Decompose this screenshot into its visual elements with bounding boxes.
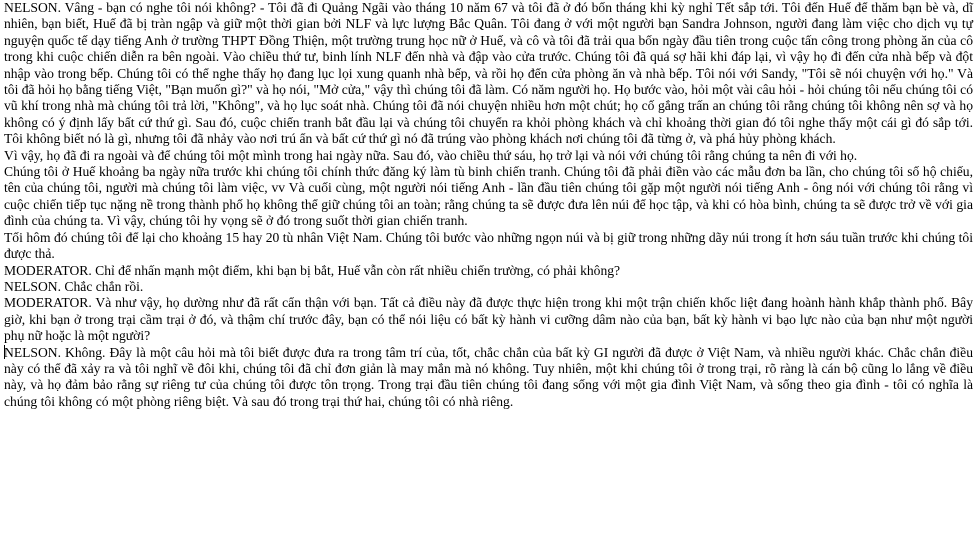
paragraph-nelson-6[interactable] xyxy=(4,345,973,411)
paragraph-nelson-3: Chúng tôi ở Huế khoảng ba ngày nữa trước khi chúng tôi chính thức đăng ký làm tù binh chiến tranh. Chúng tôi đã phải điền vào các mẫu đơn ba lần, cho chúng tôi số hộ chiếu, tên của chúng tôi, người mà chúng tôi làm việc, vv Và cuối cùng, một người nói tiếng Anh - lần đầu tiên chúng tôi gặp một người nói tiếng Anh - ông nói với chúng tôi rằng vì cuộc chiến tiếp tục nặng nề trong thành phố họ không thể giữ chúng tôi an toàn; rằng chúng ta sẽ được đưa lên núi để học tập, và khi có hòa bình, chúng ta sẽ được trở về với gia đình của chúng ta. Vì vậy, chúng tôi hy vọng sẽ ở đó trong suốt thời gian chiến tranh. xyxy=(4,164,973,229)
paragraph-nelson-5: NELSON. Chắc chắn rồi. xyxy=(4,278,144,294)
paragraph-moderator-1: MODERATOR. Chỉ để nhấn mạnh một điểm, khi bạn bị bắt, Huế vẫn còn rất nhiều chiến trường, có phải không? xyxy=(4,262,621,278)
document-body xyxy=(4,0,973,410)
paragraph-nelson-6-text: NELSON. Không. Đây là một câu hỏi mà tôi biết được đưa ra trong tâm trí của, tốt, chắc chắn của bất kỳ GI người đã được ở Việt Nam, và nhiều người khác. Chắc chắn điều này có thể đã xảy ra và tôi nghĩ về đôi khi, chúng tôi đã chỉ đơn giản là may mắn mà nó không. Tuy nhiên, một khi chúng tôi ở trong trại, rõ ràng là cán bộ cũng lo lắng về điều này, và họ đảm bảo rằng sự riêng tư của chúng tôi được tôn trọng. Trong trại đầu tiên chúng tôi đang sống với một gia đình Việt Nam, và sống theo gia đình - tôi có nghĩa là chúng tôi không có một phòng riêng biệt. Và sau đó trong trại thứ hai, chúng tôi có nhà riêng. xyxy=(4,344,973,409)
paragraph-nelson-2: Vì vậy, họ đã đi ra ngoài và để chúng tôi một mình trong hai ngày nữa. Sau đó, vào chiều thứ sáu, họ trở lại và nói với chúng tôi rằng chúng ta nên đi với họ. xyxy=(4,147,858,163)
paragraph-nelson-4: Tối hôm đó chúng tôi để lại cho khoảng 15 hay 20 tù nhân Việt Nam. Chúng tôi bước vào những ngọn núi và bị giữ trong những dãy núi trong ít hơn sáu tuần trước khi chúng tôi được thả. xyxy=(4,229,973,262)
paragraph-moderator-2: MODERATOR. Và như vậy, họ dường như đã rất cẩn thận với bạn. Tất cả điều này đã được thực hiện trong khi một trận chiến khốc liệt đang hoành hành khắp thành phố. Bây giờ, khi bạn ở trong trại cầm trại ở đó, và thậm chí trước đây, bạn có thể nói liệu có bất kỳ hành vi cưỡng dâm nào của bạn, bất kỳ hành vi bạo lực nào của bạn như một người phụ nữ hoặc là một người? xyxy=(4,295,973,344)
paragraph-nelson-1: NELSON. Vâng - bạn có nghe tôi nói không? - Tôi đã đi Quảng Ngãi vào tháng 10 năm 67 và tôi đã ở đó bốn tháng khi kỳ nghỉ Tết sắp tới. Tôi đến Huế để thăm bạn bè và, dĩ nhiên, bạn biết, Huế đã bị tràn ngập và giữ một thời gian bởi NLF và lực lượng Bắc Quân. Tôi đang ở với một người bạn Sandra Johnson, người đang làm việc cho dịch vụ tự nguyện quốc tế dạy tiếng Anh ở trường THPT Đồng Thiện, một trường trung học nữ ở Huế, và cô và tôi đã trải qua bốn ngày đầu tiên trong cuộc tấn công trong phòng ăn của cô trong khi cuộc chiến diễn ra bên ngoài. Vào chiều thứ tư, binh lính NLF đến nhà và đập vào cửa trước. Chúng tôi đã quá sợ hãi khi đáp lại, vì vậy họ đi đến cửa nhà bếp và đột nhập vào trong bếp. Chúng tôi có thể nghe thấy họ đang lục lọi xung quanh nhà bếp, và rồi họ đến cửa phòng ăn và nhà bếp. Tôi nói với Sandy, "Tôi sẽ nói chuyện với họ." Và tôi đã hỏi họ bằng tiếng Việt, "Bạn muốn gì?" và họ nói, "Mở cửa," vậy thì chúng tôi đã làm. Có năm người họ. Họ bước vào, hỏi một vài câu hỏi - hỏi chúng tôi nếu chúng tôi có vũ khí trong nhà mà chúng tôi trả lời, "Không", và họ lục soát nhà. Chúng tôi đã nói chuyện nhiều hơn một chút; họ cố gắng trấn an chúng tôi rằng chúng tôi không nên sợ và họ không có ý định lấy bất cứ thứ gì. Sau đó, cuộc chiến tranh bắt đầu lại và chúng tôi chuyển ra khỏi phòng khách và chỉ khoảng thời gian đó tôi nghe thấy một cái gì đó sắp tới. Tôi không biết nó là gì, nhưng tôi đã nhảy vào nơi trú ẩn và bất cứ thứ gì nó đã trúng vào phòng khách nơi chúng tôi đã từng ở, và phá hủy phòng khách. xyxy=(4,0,973,147)
